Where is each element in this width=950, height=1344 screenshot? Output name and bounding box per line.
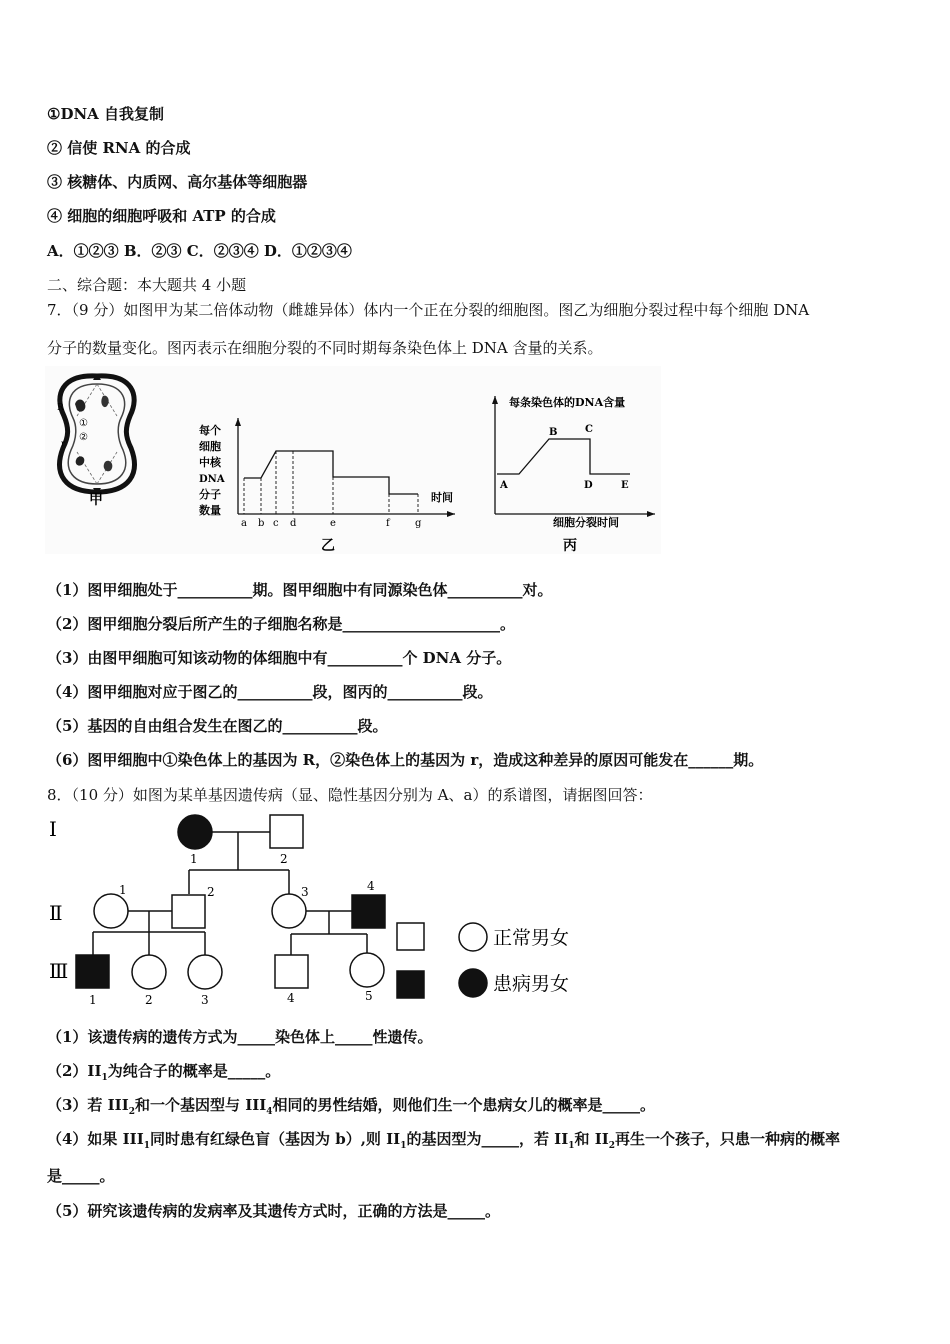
q7-subquestion-2: （2）图甲细胞分裂后所产生的子细胞名称是_____________________。 bbox=[47, 615, 515, 633]
III-number-3: 3 bbox=[201, 993, 209, 1007]
y-label-3: 中核 bbox=[199, 456, 221, 469]
II-number-3: 3 bbox=[301, 885, 309, 899]
I1-affected-female bbox=[178, 815, 212, 849]
bing-x-label: 细胞分裂时间 bbox=[553, 516, 619, 529]
legend-affected-female-symbol bbox=[459, 969, 487, 997]
q8-subquestion-4: （4）如果 $III_1$同时患有红绿色盲（基因为 b）,则 $II_1$的基因型为_____，若 $II_1$和 $II_2$再生一个孩子，只患一种病的概率 bbox=[47, 1130, 841, 1151]
q8-subquestion-5: （5）研究该遗传病的发病率及其遗传方式时，正确的方法是_____。 bbox=[47, 1202, 500, 1220]
I-number-2: 2 bbox=[280, 852, 288, 866]
figure-caption-bing: 丙 bbox=[563, 538, 577, 554]
q7-figure bbox=[45, 366, 661, 554]
pedigree-chart bbox=[45, 810, 585, 1008]
point-A: A bbox=[500, 480, 508, 491]
bing-y-label: 每条染色体的DNA含量 bbox=[509, 396, 626, 409]
III5-normal-female bbox=[350, 953, 384, 987]
III3-normal-female bbox=[188, 955, 222, 989]
II4-affected-male bbox=[352, 895, 385, 928]
III-number-1: 1 bbox=[89, 993, 97, 1007]
III-number-2: 2 bbox=[145, 993, 153, 1007]
tick-d: d bbox=[290, 518, 297, 529]
II-number-2: 2 bbox=[207, 885, 215, 899]
III-number-5: 5 bbox=[365, 989, 373, 1003]
y-label-5: 分子 bbox=[199, 488, 221, 501]
gene-label-R: R bbox=[57, 403, 64, 413]
legend-normal-female-symbol bbox=[459, 923, 487, 951]
point-E: E bbox=[621, 480, 629, 491]
point-B: B bbox=[549, 427, 558, 438]
q6-option-2: ② 信使 RNA 的合成 bbox=[47, 139, 191, 157]
generation-label-II: Ⅱ bbox=[49, 901, 63, 925]
q6-option-1: ①DNA 自我复制 bbox=[47, 105, 165, 123]
generation-label-III: Ⅲ bbox=[49, 959, 69, 983]
q6-option-4: ④ 细胞的细胞呼吸和 ATP 的合成 bbox=[47, 207, 276, 225]
y-label-2: 细胞 bbox=[199, 440, 221, 453]
I-number-1: 1 bbox=[190, 852, 198, 866]
q7-subquestion-1: （1）图甲细胞处于__________期。图甲细胞中有同源染色体__________对。 bbox=[47, 581, 553, 599]
y-label-1: 每个 bbox=[199, 424, 221, 437]
generation-label-I: Ⅰ bbox=[49, 817, 57, 841]
q8-stem: 8．（10 分）如图为某单基因遗传病（显、隐性基因分别为 A、a）的系谱图，请据图回答： bbox=[47, 786, 653, 804]
chromosome-label-1: ① bbox=[79, 418, 88, 429]
section-heading: 二、综合题：本大题共 4 小题 bbox=[47, 276, 247, 294]
figure-caption-jia: 甲 bbox=[89, 492, 103, 508]
q8-subquestion-3: （3）若 $III_2$和一个基因型与 $III_4$相同的男性结婚，则他们生一个患病女儿的概率是_____。 bbox=[47, 1096, 656, 1117]
q6-answer-choices: A．①②③ B．②③ C．②③④ D．①②③④ bbox=[47, 242, 352, 260]
III4-normal-male bbox=[275, 955, 308, 988]
tick-b: b bbox=[258, 518, 265, 529]
II1-normal-female bbox=[94, 894, 128, 928]
q7-stem-line2: 分子的数量变化。图丙表示在细胞分裂的不同时期每条染色体上 DNA 含量的关系。 bbox=[47, 339, 603, 357]
gene-label-r: r bbox=[61, 439, 65, 448]
q6-option-3: ③ 核糖体、内质网、高尔基体等细胞器 bbox=[47, 173, 308, 191]
q8-subquestion-4-cont: 是_____。 bbox=[47, 1167, 115, 1185]
legend-normal-label: 正常男女 bbox=[493, 927, 570, 949]
point-D: D bbox=[584, 480, 593, 491]
chromosome-label-2: ② bbox=[79, 432, 88, 443]
y-label-4: DNA bbox=[199, 474, 225, 485]
q7-subquestion-4: （4）图甲细胞对应于图乙的__________段，图丙的__________段。 bbox=[47, 683, 493, 701]
II-number-1: 1 bbox=[119, 883, 127, 897]
q7-subquestion-5: （5）基因的自由组合发生在图乙的__________段。 bbox=[47, 717, 388, 735]
figure-caption-yi: 乙 bbox=[321, 538, 335, 554]
tick-e: e bbox=[330, 518, 336, 529]
tick-f: f bbox=[386, 518, 390, 529]
III1-affected-male bbox=[76, 955, 109, 988]
q8-subquestion-2: $(2)II_1$为纯合子的概率是_____。 bbox=[47, 1062, 281, 1083]
legend-normal-male-symbol bbox=[397, 923, 424, 950]
I2-normal-male bbox=[270, 815, 303, 848]
tick-c: c bbox=[273, 518, 279, 529]
point-C: C bbox=[585, 424, 593, 435]
legend-affected-male-symbol bbox=[397, 971, 424, 998]
III-number-4: 4 bbox=[287, 991, 295, 1005]
tick-a: a bbox=[241, 518, 247, 529]
II3-normal-female bbox=[272, 894, 306, 928]
q7-subquestion-6: （6）图甲细胞中①染色体上的基因为 R，②染色体上的基因为 r，造成这种差异的原因可能发在______期。 bbox=[47, 751, 764, 769]
II-number-4: 4 bbox=[367, 879, 375, 893]
II2-normal-male bbox=[172, 895, 205, 928]
y-label-6: 数量 bbox=[199, 504, 221, 517]
x-axis-label-time: 时间 bbox=[431, 491, 453, 504]
III2-normal-female bbox=[132, 955, 166, 989]
q8-subquestion-1: （1）该遗传病的遗传方式为_____染色体上_____性遗传。 bbox=[47, 1028, 433, 1046]
tick-g: g bbox=[415, 518, 422, 529]
q7-stem-line1: 7．（9 分）如图甲为某二倍体动物（雌雄异体）体内一个正在分裂的细胞图。图乙为细胞分裂过程中每个细胞 DNA bbox=[47, 301, 810, 319]
q7-subquestion-3: （3）由图甲细胞可知该动物的体细胞中有__________个 DNA 分子。 bbox=[47, 649, 512, 667]
legend-affected-label: 患病男女 bbox=[493, 973, 570, 995]
